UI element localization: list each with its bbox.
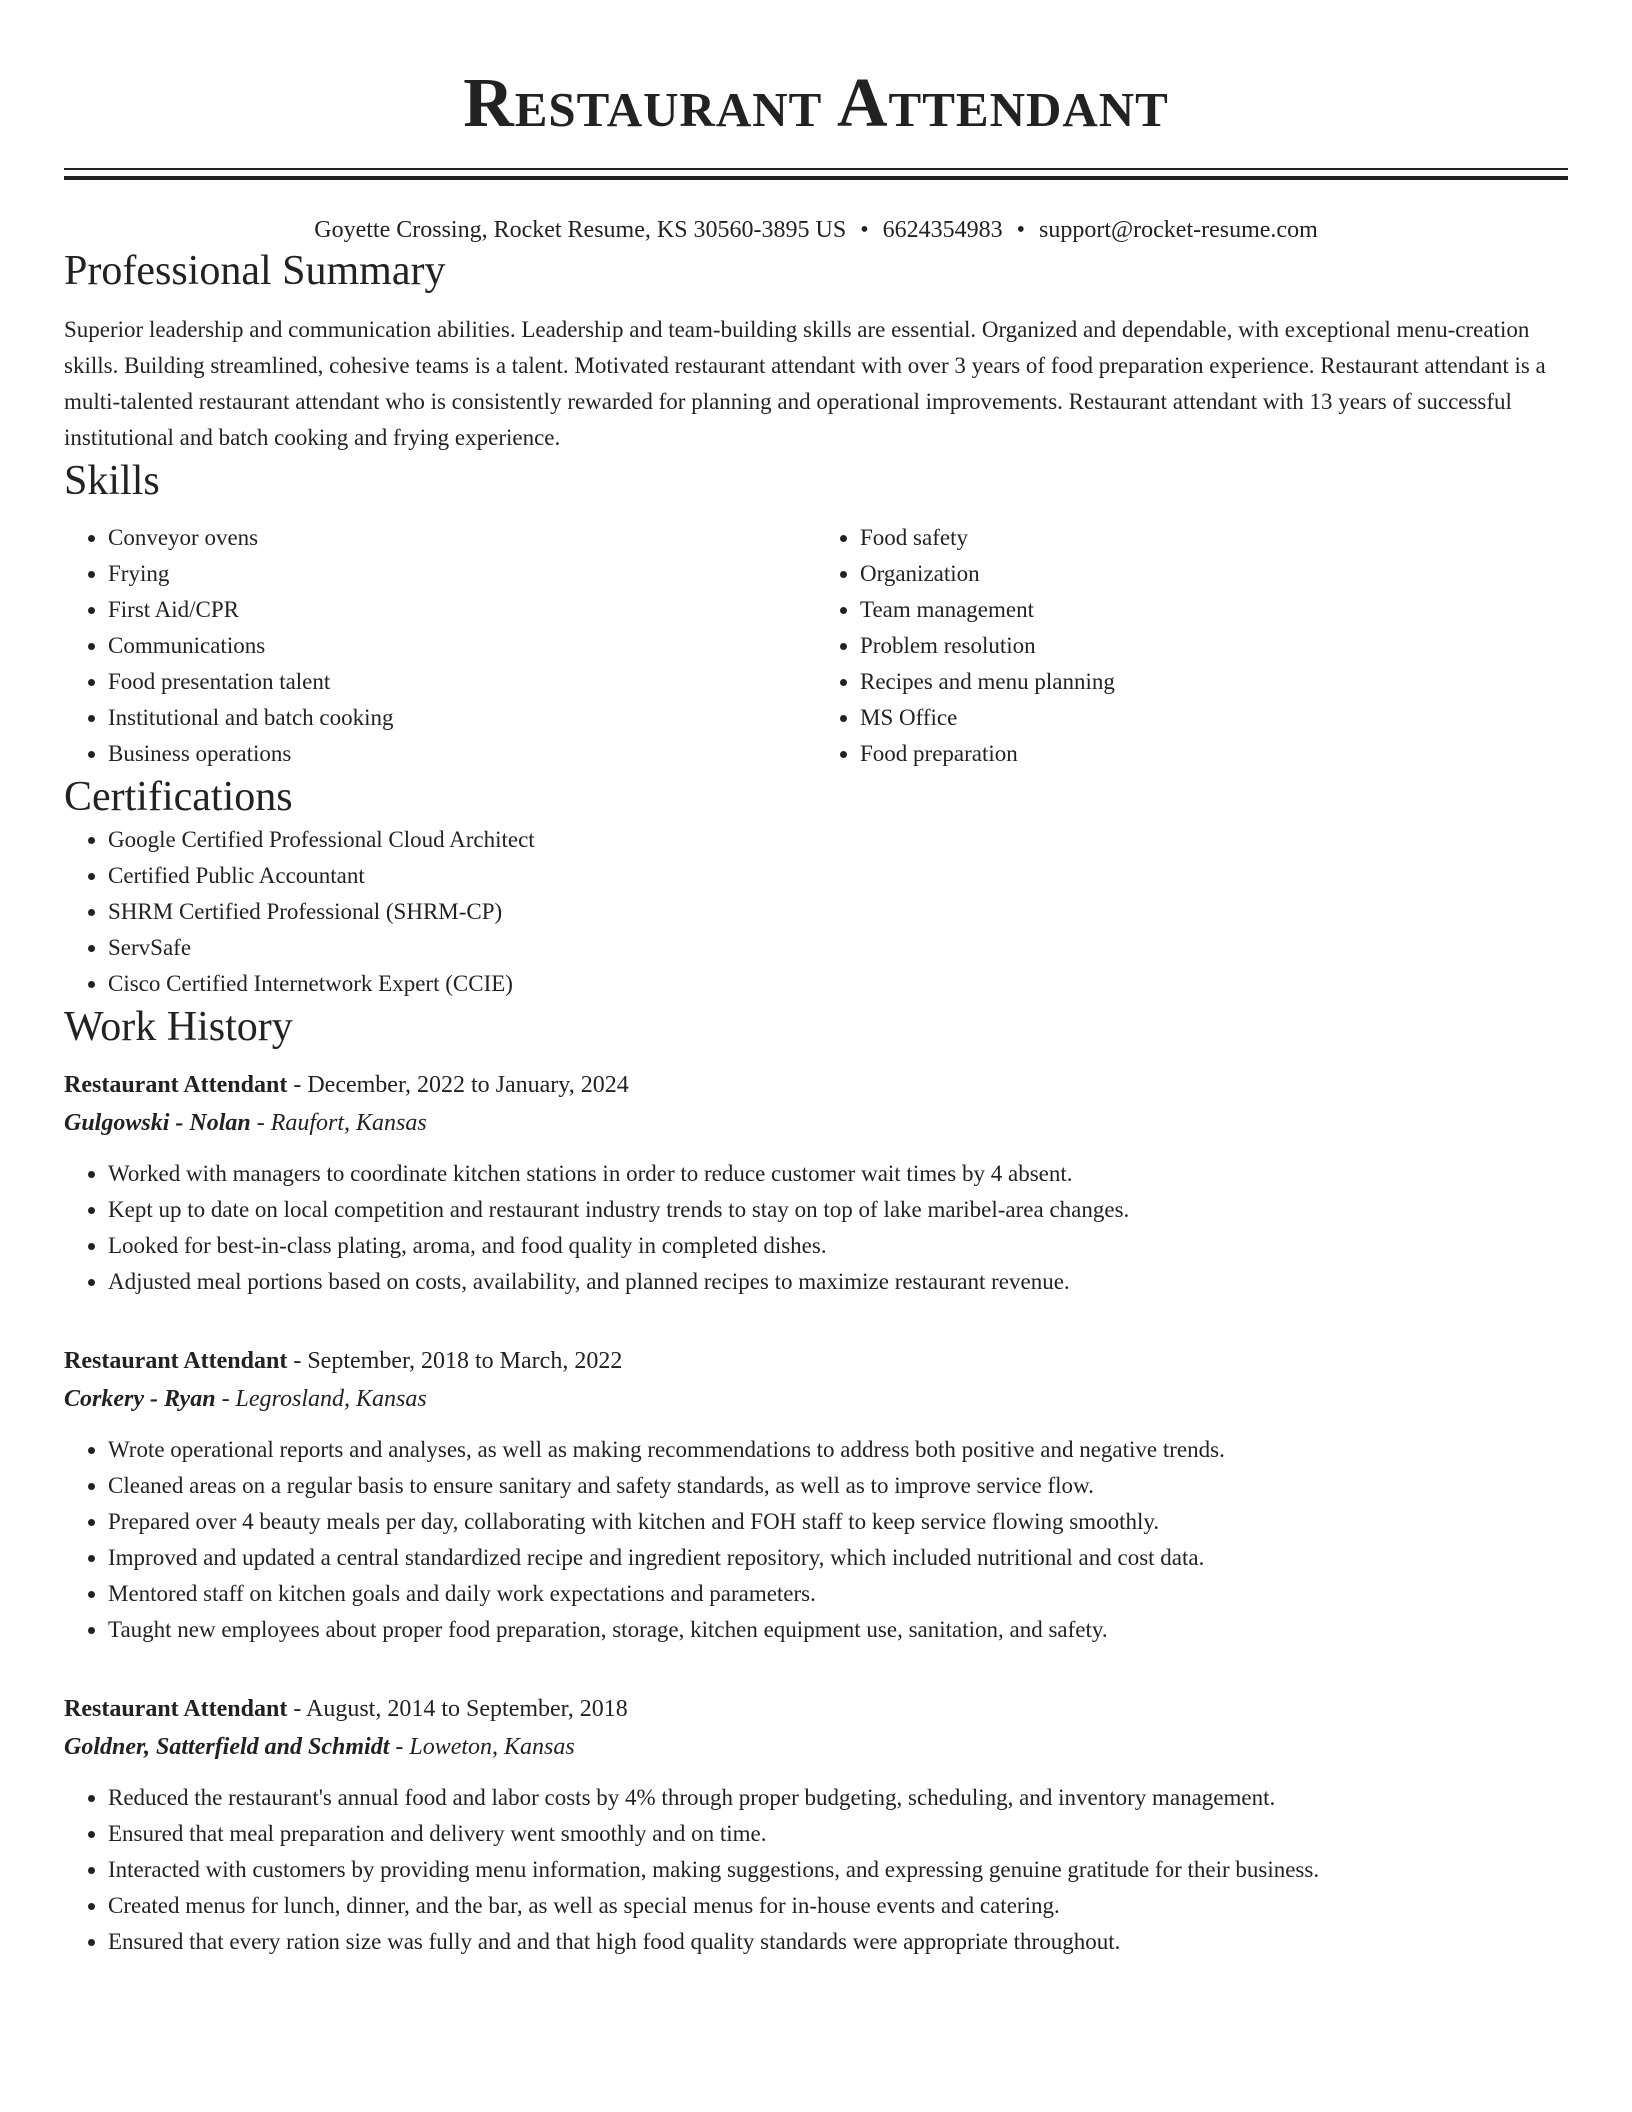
skills-columns bbox=[64, 520, 1568, 772]
job-title-line bbox=[64, 1066, 1568, 1104]
skill-item: • Recipes and menu planning bbox=[860, 664, 1568, 700]
contact-separator: • bbox=[860, 217, 869, 243]
contact-separator: • bbox=[1016, 217, 1026, 243]
skill-item: • Team management bbox=[860, 592, 1568, 628]
job-bullet: • Interacted with customers by providing menu information, making suggestions, and expressing genuine gratitude for their business. bbox=[108, 1852, 1568, 1888]
job-company: Corkery - Ryan bbox=[64, 1386, 216, 1412]
job-bullets bbox=[64, 1432, 1568, 1648]
certification-item: • ServSafe bbox=[108, 930, 1568, 966]
job-bullet: • Taught new employees about proper food preparation, storage, kitchen equipment use, sanitation, and safety. bbox=[108, 1612, 1568, 1648]
job-company-line bbox=[64, 1728, 1568, 1766]
resume-page bbox=[64, 0, 1568, 1960]
job-location: - Legrosland, Kansas bbox=[215, 1386, 427, 1412]
job-location: - Loweton, Kansas bbox=[389, 1734, 575, 1760]
job-title: Restaurant Attendant bbox=[64, 1348, 288, 1374]
job-company: Gulgowski - Nolan bbox=[64, 1110, 251, 1136]
job-bullets bbox=[64, 1156, 1568, 1300]
skill-item: • Food safety bbox=[860, 520, 1568, 556]
contact-address: Goyette Crossing, Rocket Resume, KS 30560-3895 US bbox=[314, 217, 847, 243]
skill-item: • Conveyor ovens bbox=[108, 520, 816, 556]
certifications-list bbox=[64, 822, 1568, 1002]
job-bullet: • Cleaned areas on a regular basis to ensure sanitary and safety standards, as well as to improve service flow. bbox=[108, 1468, 1568, 1504]
job-bullet: • Prepared over 4 beauty meals per day, collaborating with kitchen and FOH staff to keep service flowing smoothly. bbox=[108, 1504, 1568, 1540]
title-divider-thin bbox=[64, 168, 1568, 170]
skill-item: • Institutional and batch cooking bbox=[108, 700, 816, 736]
job-title-line bbox=[64, 1342, 1568, 1380]
title-divider-thick bbox=[64, 176, 1568, 180]
skill-item: • Organization bbox=[860, 556, 1568, 592]
summary-heading: Professional Summary bbox=[64, 248, 446, 294]
job-title-line bbox=[64, 1690, 1568, 1728]
certification-item: • Google Certified Professional Cloud Architect bbox=[108, 822, 1568, 858]
job-bullet: • Wrote operational reports and analyses, as well as making recommendations to address both positive and negative trends. bbox=[108, 1432, 1568, 1468]
certifications-heading: Certifications bbox=[64, 774, 293, 820]
skill-item: • First Aid/CPR bbox=[108, 592, 816, 628]
skill-item: • MS Office bbox=[860, 700, 1568, 736]
skills-heading: Skills bbox=[64, 458, 160, 504]
job-company-line bbox=[64, 1104, 1568, 1142]
skill-item: • Business operations bbox=[108, 736, 816, 772]
job-bullet: • Worked with managers to coordinate kitchen stations in order to reduce customer wait times by 4 absent. bbox=[108, 1156, 1568, 1192]
skills-list-right bbox=[816, 520, 1568, 772]
contact-line bbox=[64, 214, 1568, 246]
job-bullet: • Ensured that meal preparation and delivery went smoothly and on time. bbox=[108, 1816, 1568, 1852]
skill-item: • Communications bbox=[108, 628, 816, 664]
job-company-line bbox=[64, 1380, 1568, 1418]
contact-phone: 6624354983 bbox=[882, 217, 1003, 243]
job-bullet: • Adjusted meal portions based on costs, availability, and planned recipes to maximize restaurant revenue. bbox=[108, 1264, 1568, 1300]
skill-item: • Problem resolution bbox=[860, 628, 1568, 664]
job-title: Restaurant Attendant bbox=[64, 1072, 288, 1098]
job-bullet: • Looked for best-in-class plating, aroma, and food quality in completed dishes. bbox=[108, 1228, 1568, 1264]
job-entry bbox=[64, 1342, 1568, 1648]
job-company: Goldner, Satterfield and Schmidt bbox=[64, 1734, 390, 1760]
job-bullet: • Kept up to date on local competition and restaurant industry trends to stay on top of lake maribel-area changes. bbox=[108, 1192, 1568, 1228]
skill-item: • Frying bbox=[108, 556, 816, 592]
contact-email: support@rocket-resume.com bbox=[1039, 217, 1318, 243]
job-entry bbox=[64, 1690, 1568, 1960]
job-location: - Raufort, Kansas bbox=[250, 1110, 427, 1136]
job-bullet: • Ensured that every ration size was fully and and that high food quality standards were appropriate throughout. bbox=[108, 1924, 1568, 1960]
job-bullet: • Improved and updated a central standardized recipe and ingredient repository, which included nutritional and cost data. bbox=[108, 1540, 1568, 1576]
job-dates: - August, 2014 to September, 2018 bbox=[287, 1696, 628, 1722]
certification-item: • Certified Public Accountant bbox=[108, 858, 1568, 894]
job-bullets bbox=[64, 1780, 1568, 1960]
job-entry bbox=[64, 1066, 1568, 1300]
job-bullet: • Mentored staff on kitchen goals and daily work expectations and parameters. bbox=[108, 1576, 1568, 1612]
certification-item: • Cisco Certified Internetwork Expert (CCIE) bbox=[108, 966, 1568, 1002]
job-bullet: • Created menus for lunch, dinner, and the bar, as well as special menus for in-house events and catering. bbox=[108, 1888, 1568, 1924]
skill-item: • Food presentation talent bbox=[108, 664, 816, 700]
summary-text: Superior leadership and communication abilities. Leadership and team-building skills are essential. Organized and dependable, with exceptional menu-creation skills. Building streamlined, cohesive teams is a talent. Motivated restaurant attendant with over 3 years of food preparation experience. Restaurant attendant is a multi-talented restaurant attendant who is consistently rewarded for planning and operational improvements. Restaurant attendant with 13 years of successful institutional and batch cooking and frying experience. bbox=[64, 317, 1546, 450]
job-title: Restaurant Attendant bbox=[64, 1696, 288, 1722]
job-dates: - September, 2018 to March, 2022 bbox=[287, 1348, 623, 1374]
skills-list-left bbox=[64, 520, 816, 772]
resume-title: Restaurant Attendant bbox=[463, 65, 1169, 142]
skill-item: • Food preparation bbox=[860, 736, 1568, 772]
work-history-heading: Work History bbox=[64, 1004, 293, 1050]
job-dates: - December, 2022 to January, 2024 bbox=[287, 1072, 629, 1098]
job-bullet: • Reduced the restaurant's annual food and labor costs by 4% through proper budgeting, scheduling, and inventory management. bbox=[108, 1780, 1568, 1816]
certification-item: • SHRM Certified Professional (SHRM-CP) bbox=[108, 894, 1568, 930]
